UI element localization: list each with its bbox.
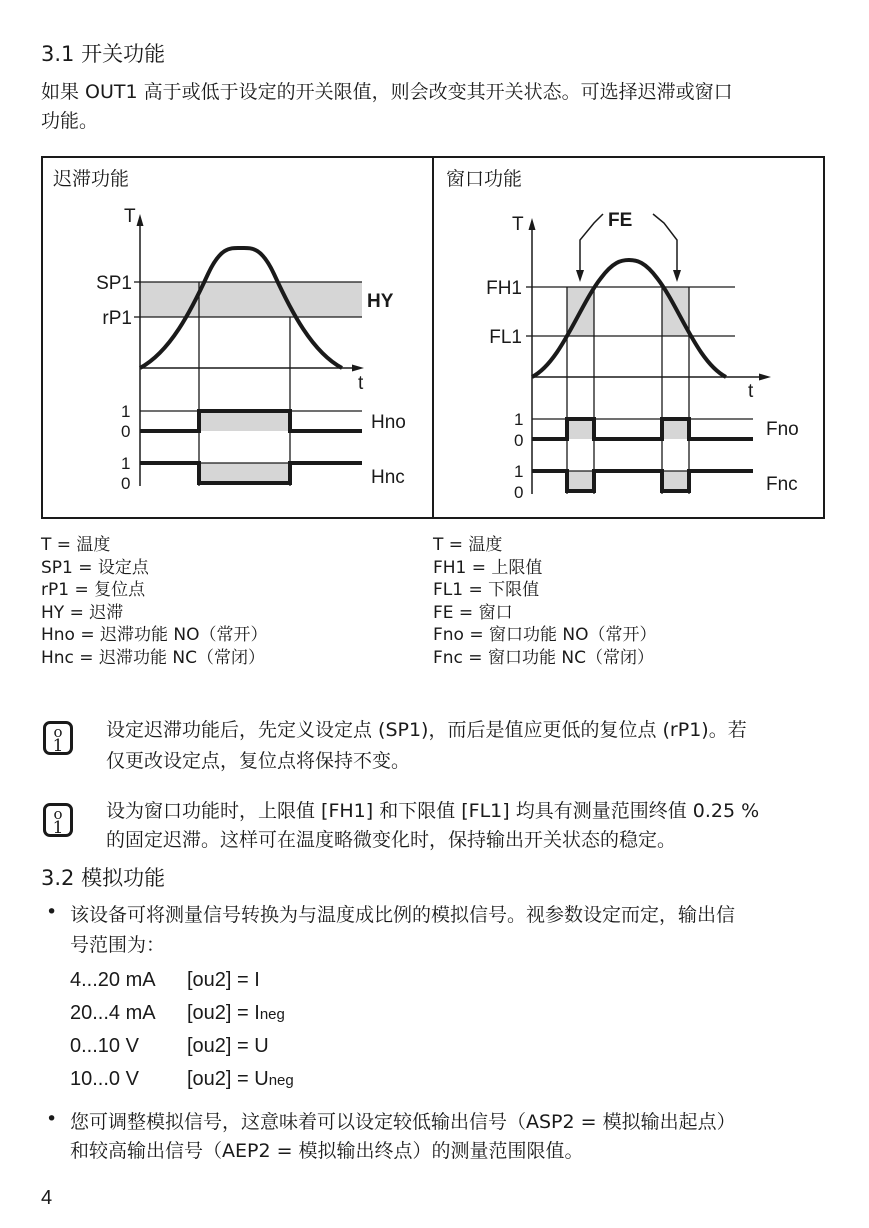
bullet-2-line-2: 和较高输出信号（AEP2 = 模拟输出终点）的测量范围限值。: [70, 1140, 584, 1162]
bullet-2-line-1: 您可调整模拟信号，这意味着可以设定较低输出信号（ASP2 = 模拟输出起点）: [70, 1111, 736, 1133]
legend-item: Hnc = 迟滞功能 NC（常闭）: [41, 647, 265, 668]
intro-line-1: 如果 OUT1 高于或低于设定的开关限值，则会改变其开关状态。可选择迟滞或窗口: [41, 81, 733, 103]
hy-label: HY: [367, 291, 394, 312]
hnc-off-block: [199, 463, 290, 483]
fnc-signal: [532, 471, 753, 491]
range-value: 20...4 mA: [70, 1002, 156, 1024]
note-1-line-2: 仅更改设定点，复位点将保持不变。: [106, 750, 411, 772]
section-3-2-title: 3.2 模拟功能: [41, 866, 166, 890]
switching-function-diagram: [41, 156, 825, 519]
hysteresis-band: [140, 282, 362, 317]
bullet-1-line-2: 号范围为：: [70, 934, 166, 956]
legend-item: FL1 = 下限值: [433, 580, 540, 600]
note-2-line-1: 设为窗口功能时，上限值 [FH1] 和下限值 [FL1] 均具有测量范围终值 0.25 %: [106, 800, 760, 822]
fl1-label: FL1: [489, 327, 522, 348]
range-param: [ou2] = U: [187, 1035, 269, 1057]
bullet-1-line-1: 该设备可将测量信号转换为与温度成比例的模拟信号。视参数设定而定，输出信: [70, 904, 736, 926]
sp1-label: SP1: [96, 273, 132, 294]
legend-item: T = 温度: [41, 535, 111, 555]
fno-block-2: [662, 419, 689, 439]
range-value: 10...0 V: [70, 1068, 139, 1090]
fno-0-label: 0: [514, 431, 524, 450]
range-param: [ou2] = I: [187, 969, 260, 991]
fnc-label: Fnc: [766, 474, 798, 495]
legend-item: Fno = 窗口功能 NO（常开）: [433, 625, 657, 645]
left-axis-t-label: t: [358, 373, 364, 394]
right-axis-T-label: T: [512, 214, 524, 235]
right-time-axis-arrow: [759, 374, 771, 381]
legend-item: Hno = 迟滞功能 NO（常开）: [41, 625, 268, 645]
fnc-block-2: [662, 471, 689, 491]
legend-item: T = 温度: [433, 535, 503, 555]
fe-arrow-right: [653, 214, 677, 274]
fno-label: Fno: [766, 419, 799, 440]
hno-on-block: [199, 411, 290, 431]
left-time-axis-arrow: [352, 365, 364, 372]
bullet-mark: •: [46, 901, 58, 923]
page-number: 4: [41, 1187, 53, 1209]
range-param: [ou2] = Ineg: [187, 1002, 285, 1024]
right-t-axis-arrow: [529, 218, 536, 230]
legend-item: FH1 = 上限值: [433, 557, 543, 578]
info-icon: o 1: [43, 721, 73, 755]
intro-line-2: 功能。: [41, 110, 99, 132]
fe-arrow-left: [580, 214, 603, 274]
left-axis-T-label: T: [124, 206, 136, 227]
legend-item: HY = 迟滞: [41, 602, 124, 623]
note-1-line-1: 设定迟滞功能后，先定义设定点 (SP1)，而后是值应更低的复位点 (rP1)。若: [106, 719, 747, 741]
fh1-label: FH1: [486, 278, 522, 299]
fnc-block-1: [567, 471, 594, 491]
fnc-0-label: 0: [514, 483, 524, 502]
range-value: 0...10 V: [70, 1035, 139, 1057]
left-t-axis-arrow: [137, 214, 144, 226]
legend-item: rP1 = 复位点: [41, 580, 146, 600]
range-param: [ou2] = Uneg: [187, 1068, 294, 1090]
legend-item: SP1 = 设定点: [41, 557, 149, 578]
left-panel-title: 迟滞功能: [53, 169, 130, 190]
bullet-mark: •: [46, 1108, 58, 1130]
right-axis-t-label: t: [748, 381, 754, 402]
section-3-1-title: 3.1 开关功能: [41, 42, 166, 66]
fno-1-label: 1: [514, 410, 524, 429]
right-panel-title: 窗口功能: [446, 169, 523, 190]
note-2-line-2: 的固定迟滞。这样可在温度略微变化时，保持输出开关状态的稳定。: [106, 829, 677, 851]
hno-1-label: 1: [121, 402, 131, 421]
hnc-label: Hnc: [371, 467, 405, 488]
legend-left: [41, 534, 268, 669]
fno-block-1: [567, 419, 594, 439]
range-value: 4...20 mA: [70, 969, 156, 991]
legend-item: Fnc = 窗口功能 NC（常闭）: [433, 647, 654, 668]
fe-label: FE: [608, 210, 633, 231]
hnc-1-label: 1: [121, 454, 131, 473]
right-temperature-curve: [532, 260, 726, 377]
rp1-label: rP1: [102, 308, 132, 329]
hnc-0-label: 0: [121, 474, 131, 493]
legend-right: [433, 534, 657, 669]
legend-item: FE = 窗口: [433, 602, 513, 623]
fno-signal: [532, 419, 753, 439]
hno-label: Hno: [371, 412, 406, 433]
fnc-1-label: 1: [514, 462, 524, 481]
info-icon: o 1: [43, 803, 73, 837]
hno-0-label: 0: [121, 422, 131, 441]
